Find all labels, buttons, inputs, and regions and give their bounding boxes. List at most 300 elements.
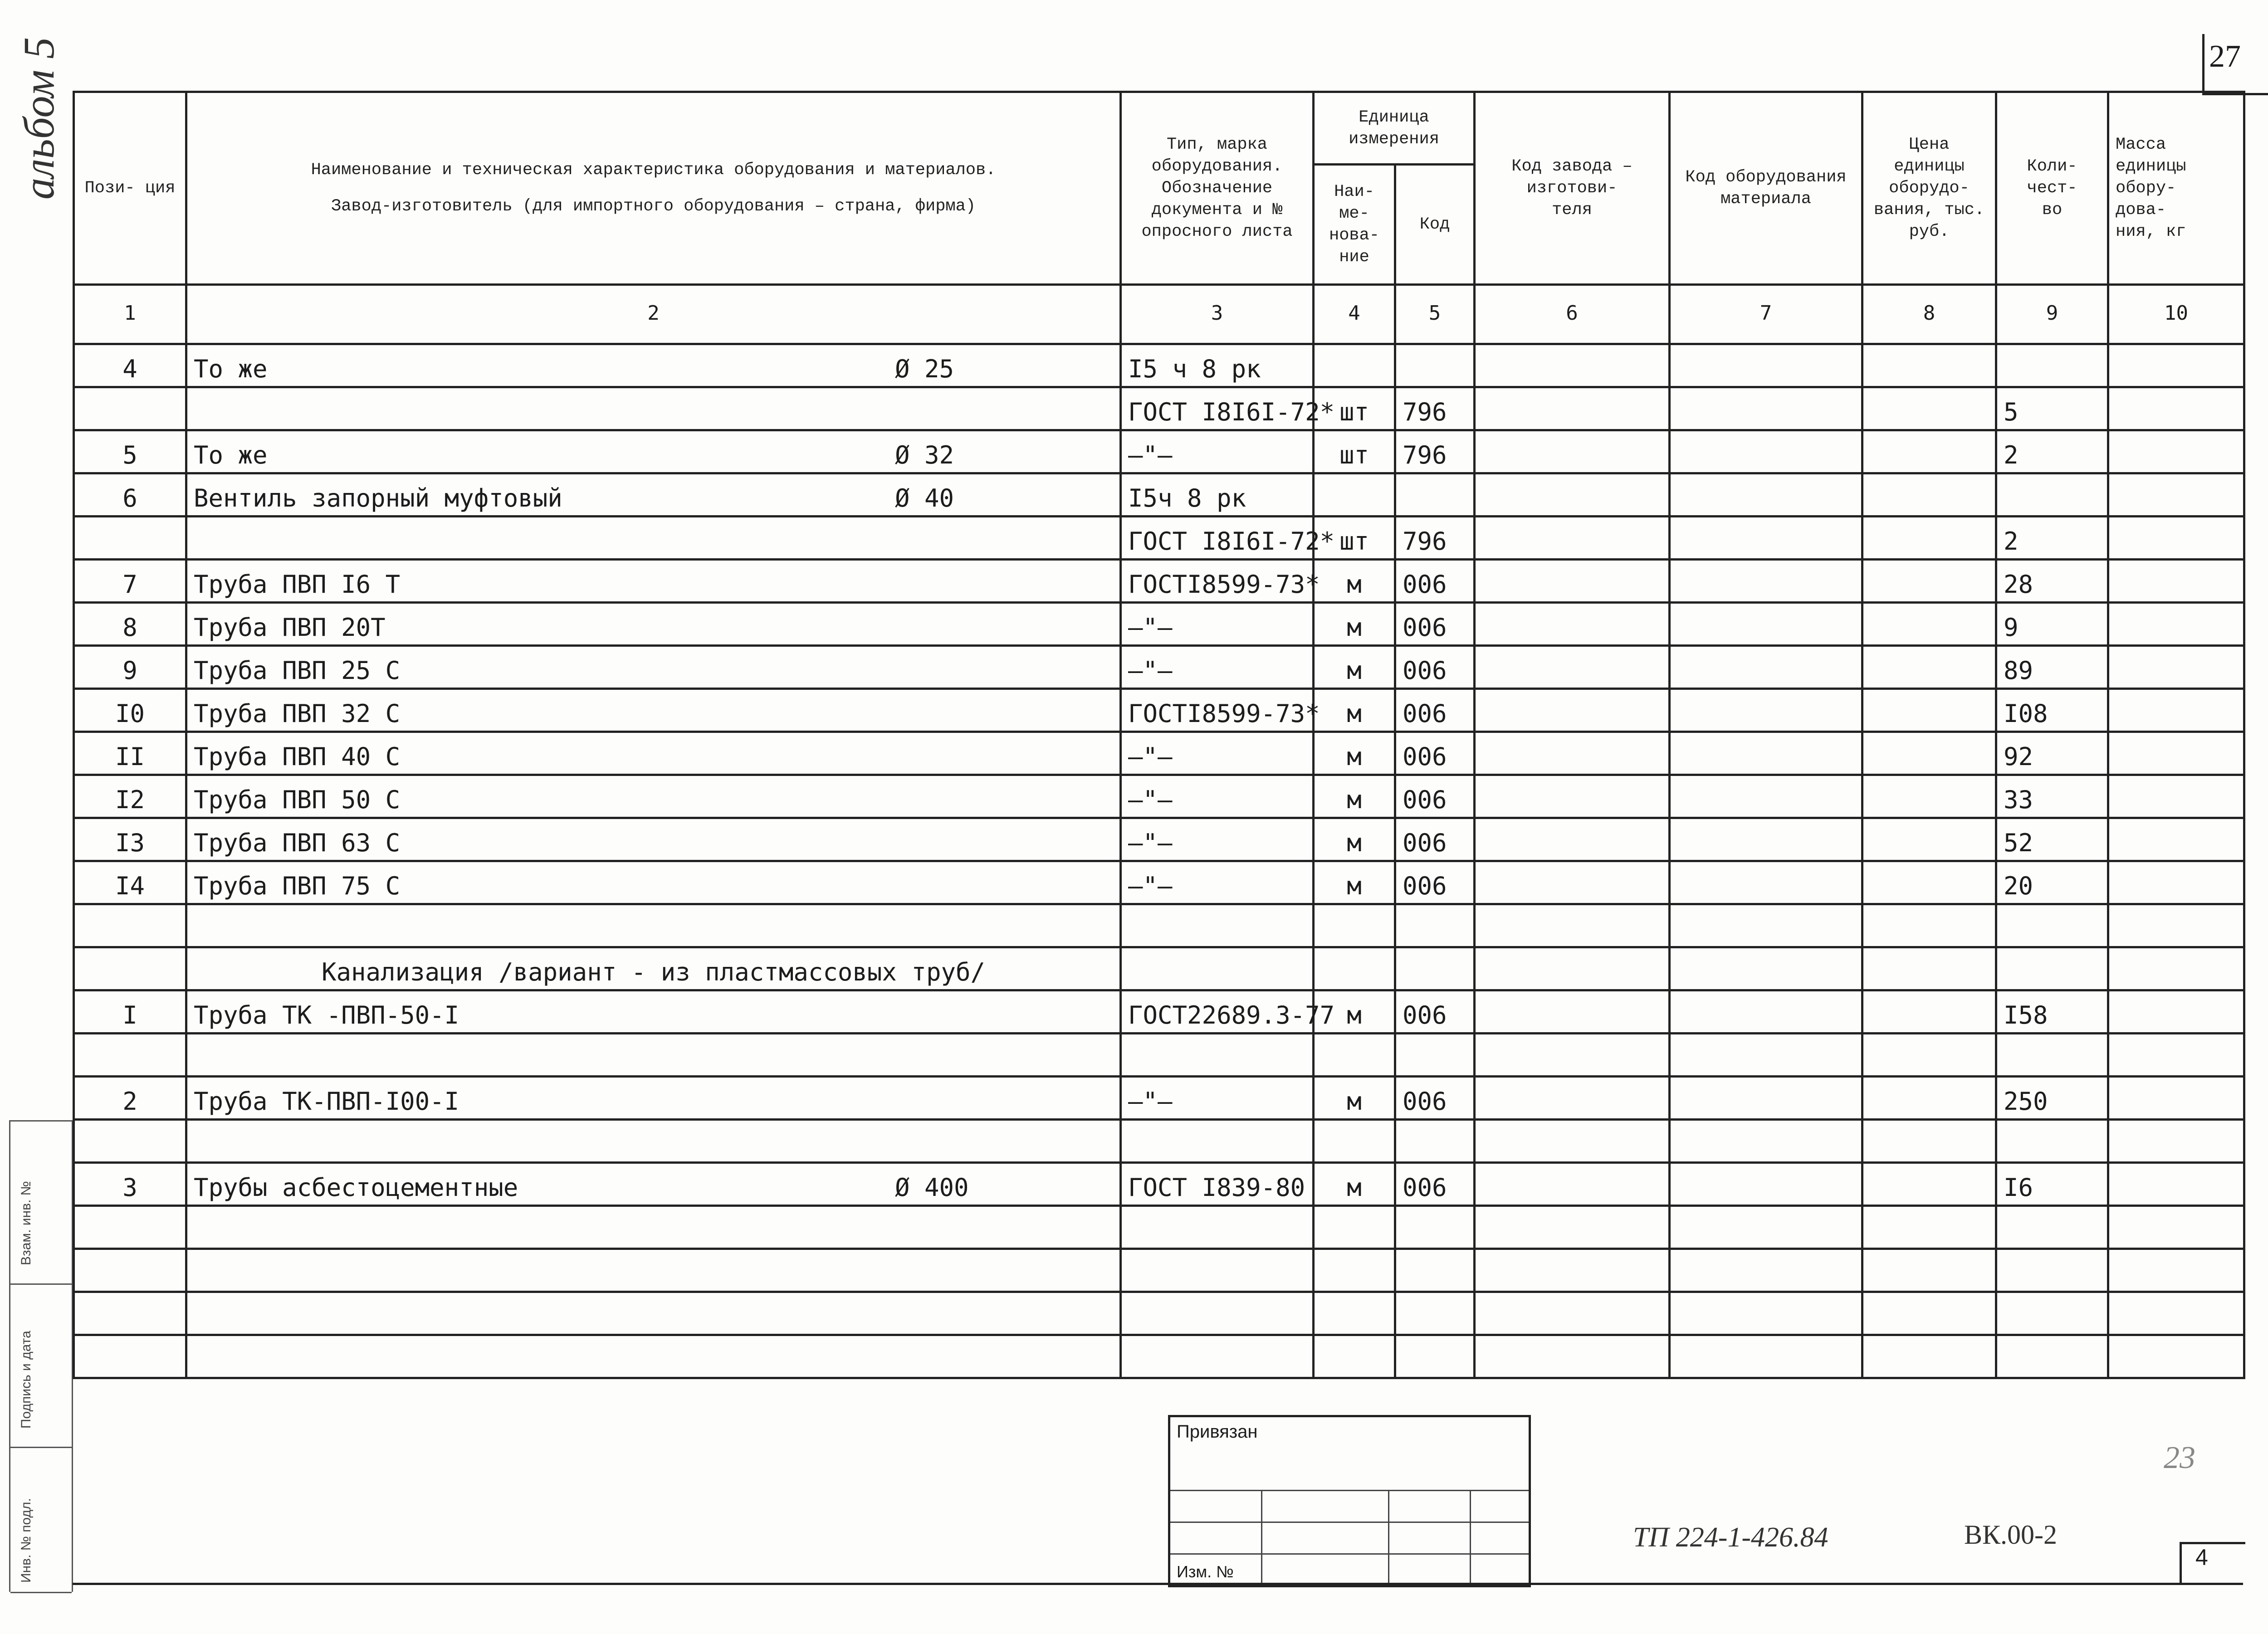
cell-name (186, 1077, 1121, 1120)
cell-unit-code (1395, 1120, 1475, 1163)
cell-name (186, 732, 1121, 775)
column-number: 7 (1670, 285, 1862, 344)
section-title: Канализация /вариант - из пластмассовых труб/ (186, 947, 1121, 990)
cell-equipment-code (1670, 904, 1862, 947)
cell-position: I2 (74, 775, 186, 818)
cell-factory-code (1475, 560, 1670, 603)
cell-empty (1395, 947, 1475, 990)
table-row (74, 861, 2244, 904)
side-stamp-label-replaced: Взам. инв. № (19, 1181, 34, 1265)
item-name: То же (194, 441, 268, 469)
table-row (74, 818, 2244, 861)
cell-position: I0 (74, 689, 186, 732)
cell-type: ГОСТI8599-73* (1121, 560, 1314, 603)
sheet-reference: ВК.00-2 (1964, 1520, 2058, 1550)
table-row (74, 517, 2244, 560)
cell-equipment-code (1670, 1249, 1862, 1292)
cell-factory-code (1475, 1163, 1670, 1206)
cell-mass (2108, 387, 2244, 430)
cell-position: 3 (74, 1163, 186, 1206)
cell-type: –"– (1121, 732, 1314, 775)
title-block-label: Привязан (1177, 1422, 1258, 1442)
table-row (74, 990, 2244, 1034)
cell-unit-name: м (1314, 1163, 1395, 1206)
column-number: 6 (1475, 285, 1670, 344)
cell-mass (2108, 732, 2244, 775)
column-number: 10 (2108, 285, 2244, 344)
cell-unit-name: м (1314, 990, 1395, 1034)
cell-name (186, 646, 1121, 689)
header-position: Пози- ция (74, 92, 186, 285)
cell-equipment-code (1670, 1120, 1862, 1163)
cell-name (186, 861, 1121, 904)
table-row (74, 689, 2244, 732)
cell-name (186, 517, 1121, 560)
cell-factory-code (1475, 517, 1670, 560)
cell-quantity: 20 (1996, 861, 2108, 904)
table-row (74, 1206, 2244, 1249)
item-diameter: Ø 40 (895, 484, 954, 512)
cell-unit-code (1395, 1335, 1475, 1378)
cell-factory-code (1475, 430, 1670, 473)
cell-type: –"– (1121, 603, 1314, 646)
cell-price (1862, 387, 1996, 430)
item-diameter: Ø 32 (895, 441, 954, 469)
cell-unit-name: шт (1314, 387, 1395, 430)
cell-mass (2108, 775, 2244, 818)
table-row (74, 1335, 2244, 1378)
cell-name (186, 387, 1121, 430)
cell-factory-code (1475, 1034, 1670, 1077)
cell-unit-name: м (1314, 646, 1395, 689)
header-name: Наименование и техническая характеристика оборудования и материалов. Завод-изготовитель (для импортного оборудования – страна, фирма) (186, 92, 1121, 285)
cell-price (1862, 646, 1996, 689)
cell-mass (2108, 1163, 2244, 1206)
cell-factory-code (1475, 603, 1670, 646)
item-name: Труба ПВП 32 С (194, 699, 401, 728)
cell-equipment-code (1670, 1292, 1862, 1335)
cell-price (1862, 344, 1996, 387)
cell-quantity: I58 (1996, 990, 2108, 1034)
table-row (74, 1163, 2244, 1206)
cell-factory-code (1475, 689, 1670, 732)
cell-unit-name (1314, 1292, 1395, 1335)
cell-equipment-code (1670, 1163, 1862, 1206)
cell-mass (2108, 689, 2244, 732)
cell-unit-name: м (1314, 818, 1395, 861)
cell-quantity: 33 (1996, 775, 2108, 818)
cell-quantity: 92 (1996, 732, 2108, 775)
corner-mark: 23 (2164, 1440, 2195, 1475)
cell-quantity: 28 (1996, 560, 2108, 603)
item-name: Труба ПВП 20Т (194, 613, 386, 642)
cell-type: ГОСТ I839-80 (1121, 1163, 1314, 1206)
side-stamp-label-signature: Подпись и дата (19, 1331, 34, 1429)
cell-name (186, 1163, 1121, 1206)
table-row (74, 344, 2244, 387)
cell-name (186, 689, 1121, 732)
cell-price (1862, 904, 1996, 947)
table-row (74, 775, 2244, 818)
cell-quantity (1996, 1292, 2108, 1335)
cell-price (1862, 990, 1996, 1034)
cell-position: 7 (74, 560, 186, 603)
cell-price (1862, 430, 1996, 473)
cell-unit-name (1314, 1120, 1395, 1163)
cell-position: I4 (74, 861, 186, 904)
cell-price (1862, 603, 1996, 646)
cell-factory-code (1475, 387, 1670, 430)
cell-equipment-code (1670, 1206, 1862, 1249)
cell-quantity (1996, 1335, 2108, 1378)
cell-equipment-code (1670, 990, 1862, 1034)
cell-unit-code (1395, 1249, 1475, 1292)
cell-unit-name: м (1314, 861, 1395, 904)
cell-empty (1314, 947, 1395, 990)
cell-unit-name: шт (1314, 430, 1395, 473)
cell-name (186, 560, 1121, 603)
column-number: 4 (1314, 285, 1395, 344)
cell-position (74, 1206, 186, 1249)
cell-unit-code: 796 (1395, 517, 1475, 560)
cell-mass (2108, 818, 2244, 861)
cell-factory-code (1475, 473, 1670, 517)
cell-equipment-code (1670, 387, 1862, 430)
item-name: Труба ПВП 25 С (194, 656, 401, 685)
header-mass: Масса единицы обору- дова- ния, кг (2108, 92, 2244, 285)
cell-type: –"– (1121, 818, 1314, 861)
cell-position: 8 (74, 603, 186, 646)
cell-unit-code (1395, 344, 1475, 387)
cell-quantity (1996, 904, 2108, 947)
cell-position: 9 (74, 646, 186, 689)
cell-price (1862, 1034, 1996, 1077)
cell-unit-code: 796 (1395, 387, 1475, 430)
column-number: 9 (1996, 285, 2108, 344)
column-number: 2 (186, 285, 1121, 344)
title-block-izm: Изм. № (1177, 1562, 1234, 1581)
cell-position (74, 1249, 186, 1292)
cell-name (186, 818, 1121, 861)
cell-unit-name (1314, 904, 1395, 947)
cell-mass (2108, 1077, 2244, 1120)
sheet-number: 4 (2195, 1545, 2208, 1570)
cell-quantity: I08 (1996, 689, 2108, 732)
column-number: 1 (74, 285, 186, 344)
cell-price (1862, 1120, 1996, 1163)
cell-unit-name: м (1314, 1077, 1395, 1120)
cell-type: ГОСТ I8I6I-72* (1121, 517, 1314, 560)
cell-equipment-code (1670, 818, 1862, 861)
cell-factory-code (1475, 990, 1670, 1034)
cell-unit-name: м (1314, 732, 1395, 775)
header-equipment-code: Код оборудования материала (1670, 92, 1862, 285)
cell-equipment-code (1670, 861, 1862, 904)
cell-unit-name (1314, 1206, 1395, 1249)
header-unit-group: Единица измерения (1314, 92, 1475, 165)
side-stamp-label-inventory: Инв. № подл. (19, 1498, 34, 1583)
cell-price (1862, 517, 1996, 560)
cell-factory-code (1475, 904, 1670, 947)
cell-empty (1121, 947, 1314, 990)
cell-quantity: 2 (1996, 430, 2108, 473)
cell-type: ГОСТI8599-73* (1121, 689, 1314, 732)
cell-factory-code (1475, 1292, 1670, 1335)
cell-unit-name (1314, 1034, 1395, 1077)
cell-factory-code (1475, 775, 1670, 818)
cell-unit-code: 006 (1395, 1163, 1475, 1206)
cell-unit-code: 006 (1395, 732, 1475, 775)
cell-equipment-code (1670, 1034, 1862, 1077)
cell-unit-code: 006 (1395, 861, 1475, 904)
cell-empty (1862, 947, 1996, 990)
item-diameter: Ø 400 (895, 1173, 969, 1202)
cell-factory-code (1475, 732, 1670, 775)
cell-type (1121, 1335, 1314, 1378)
cell-unit-code (1395, 1206, 1475, 1249)
cell-price (1862, 861, 1996, 904)
table-row (74, 947, 2244, 990)
cell-name (186, 1206, 1121, 1249)
cell-mass (2108, 1335, 2244, 1378)
table-row (74, 1249, 2244, 1292)
header-unit-code: Код (1395, 165, 1475, 285)
cell-mass (2108, 904, 2244, 947)
table-row (74, 473, 2244, 517)
cell-type: –"– (1121, 430, 1314, 473)
cell-type: –"– (1121, 775, 1314, 818)
cell-unit-name: м (1314, 560, 1395, 603)
cell-name (186, 990, 1121, 1034)
cell-name (186, 775, 1121, 818)
cell-equipment-code (1670, 560, 1862, 603)
cell-mass (2108, 861, 2244, 904)
cell-unit-code: 006 (1395, 646, 1475, 689)
header-quantity: Коли- чест- во (1996, 92, 2108, 285)
cell-position: 2 (74, 1077, 186, 1120)
cell-type: –"– (1121, 646, 1314, 689)
cell-position: I3 (74, 818, 186, 861)
item-name: Труба ПВП I6 Т (194, 570, 401, 599)
cell-unit-code: 006 (1395, 818, 1475, 861)
cell-price (1862, 560, 1996, 603)
cell-price (1862, 1206, 1996, 1249)
column-number: 8 (1862, 285, 1996, 344)
cell-equipment-code (1670, 603, 1862, 646)
cell-name (186, 1120, 1121, 1163)
page-number: 27 (2209, 39, 2241, 74)
cell-unit-code: 796 (1395, 430, 1475, 473)
column-number: 5 (1395, 285, 1475, 344)
cell-unit-code (1395, 473, 1475, 517)
cell-quantity: 250 (1996, 1077, 2108, 1120)
cell-factory-code (1475, 1120, 1670, 1163)
cell-name (186, 1249, 1121, 1292)
cell-position (74, 1120, 186, 1163)
cell-type: –"– (1121, 861, 1314, 904)
cell-mass (2108, 646, 2244, 689)
column-numbers-row (74, 285, 2244, 344)
cell-quantity (1996, 1206, 2108, 1249)
cell-type (1121, 1206, 1314, 1249)
cell-quantity: 9 (1996, 603, 2108, 646)
item-name: Труба ПВП 75 С (194, 872, 401, 900)
cell-name (186, 904, 1121, 947)
cell-name (186, 344, 1121, 387)
cell-mass (2108, 430, 2244, 473)
cell-factory-code (1475, 861, 1670, 904)
album-label: альбом 5 (15, 37, 63, 200)
cell-unit-code (1395, 1292, 1475, 1335)
cell-price (1862, 818, 1996, 861)
cell-unit-name: шт (1314, 517, 1395, 560)
cell-mass (2108, 473, 2244, 517)
cell-quantity (1996, 1034, 2108, 1077)
cell-position: II (74, 732, 186, 775)
cell-name (186, 1335, 1121, 1378)
cell-mass (2108, 344, 2244, 387)
cell-quantity: 89 (1996, 646, 2108, 689)
cell-unit-code: 006 (1395, 603, 1475, 646)
cell-unit-code (1395, 904, 1475, 947)
item-name: Труба ТК -ПВП-50-I (194, 1001, 459, 1029)
cell-position (74, 947, 186, 990)
cell-unit-code: 006 (1395, 560, 1475, 603)
cell-price (1862, 732, 1996, 775)
cell-mass (2108, 1206, 2244, 1249)
table-row (74, 1292, 2244, 1335)
cell-factory-code (1475, 1077, 1670, 1120)
cell-factory-code (1475, 1335, 1670, 1378)
cell-type: I5ч 8 рк (1121, 473, 1314, 517)
cell-equipment-code (1670, 646, 1862, 689)
cell-empty (1996, 947, 2108, 990)
table-row (74, 387, 2244, 430)
cell-unit-code: 006 (1395, 1077, 1475, 1120)
cell-type: –"– (1121, 1077, 1314, 1120)
cell-equipment-code (1670, 430, 1862, 473)
cell-unit-name (1314, 1335, 1395, 1378)
table-row (74, 904, 2244, 947)
cell-price (1862, 1292, 1996, 1335)
cell-type (1121, 1292, 1314, 1335)
cell-equipment-code (1670, 732, 1862, 775)
cell-mass (2108, 1120, 2244, 1163)
cell-position (74, 904, 186, 947)
cell-equipment-code (1670, 517, 1862, 560)
table-row (74, 430, 2244, 473)
cell-factory-code (1475, 1249, 1670, 1292)
cell-position (74, 387, 186, 430)
sheet-number-box (2180, 1542, 2245, 1585)
cell-unit-name (1314, 1249, 1395, 1292)
cell-factory-code (1475, 646, 1670, 689)
cell-price (1862, 1335, 1996, 1378)
cell-mass (2108, 1292, 2244, 1335)
cell-mass (2108, 990, 2244, 1034)
cell-position: 6 (74, 473, 186, 517)
cell-unit-code: 006 (1395, 689, 1475, 732)
cell-name (186, 603, 1121, 646)
cell-quantity: 2 (1996, 517, 2108, 560)
column-number: 3 (1121, 285, 1314, 344)
cell-equipment-code (1670, 1077, 1862, 1120)
cell-equipment-code (1670, 344, 1862, 387)
item-name: Труба ПВП 63 С (194, 829, 401, 857)
cell-unit-code (1395, 1034, 1475, 1077)
cell-empty (2108, 947, 2244, 990)
cell-type (1121, 1120, 1314, 1163)
cell-price (1862, 775, 1996, 818)
table-row (74, 560, 2244, 603)
cell-type (1121, 1249, 1314, 1292)
item-name: Труба ПВП 50 С (194, 785, 401, 814)
cell-type (1121, 1034, 1314, 1077)
cell-unit-name: м (1314, 689, 1395, 732)
cell-quantity (1996, 1249, 2108, 1292)
cell-position (74, 1335, 186, 1378)
item-name: Вентиль запорный муфтовый (194, 484, 562, 512)
frame-bottom-line (73, 1583, 2243, 1585)
header-unit-name: Наи- ме- нова- ние (1314, 165, 1395, 285)
table-row (74, 1034, 2244, 1077)
item-name: Труба ПВП 40 С (194, 742, 401, 771)
cell-empty (1670, 947, 1862, 990)
cell-name (186, 1034, 1121, 1077)
table-row (74, 732, 2244, 775)
cell-factory-code (1475, 344, 1670, 387)
item-name: Трубы асбестоцементные (194, 1173, 518, 1202)
cell-quantity (1996, 473, 2108, 517)
cell-unit-name (1314, 344, 1395, 387)
header-factory-code: Код завода – изготови- теля (1475, 92, 1670, 285)
cell-name (186, 473, 1121, 517)
title-block (1168, 1415, 1531, 1587)
cell-price (1862, 689, 1996, 732)
cell-unit-name: м (1314, 775, 1395, 818)
table-row (74, 1077, 2244, 1120)
cell-position: I (74, 990, 186, 1034)
cell-unit-name: м (1314, 603, 1395, 646)
table-row (74, 646, 2244, 689)
cell-position (74, 1292, 186, 1335)
table-row (74, 603, 2244, 646)
cell-quantity: I6 (1996, 1163, 2108, 1206)
cell-empty (1475, 947, 1670, 990)
cell-equipment-code (1670, 473, 1862, 517)
item-name: Труба ТК-ПВП-I00-I (194, 1087, 459, 1116)
cell-factory-code (1475, 1206, 1670, 1249)
cell-quantity (1996, 344, 2108, 387)
side-stamp (9, 1120, 73, 1592)
cell-name (186, 1292, 1121, 1335)
cell-mass (2108, 1034, 2244, 1077)
cell-name (186, 430, 1121, 473)
header-type: Тип, марка оборудования. Обозначение документа и № опросного листа (1121, 92, 1314, 285)
cell-price (1862, 473, 1996, 517)
document-code: ТП 224-1-426.84 (1633, 1522, 1828, 1553)
table-body (74, 344, 2244, 1378)
cell-mass (2108, 1249, 2244, 1292)
cell-type: I5 ч 8 рк (1121, 344, 1314, 387)
cell-quantity: 52 (1996, 818, 2108, 861)
cell-unit-code: 006 (1395, 990, 1475, 1034)
cell-equipment-code (1670, 1335, 1862, 1378)
cell-type: ГОСТ I8I6I-72* (1121, 387, 1314, 430)
cell-type: ГОСТ22689.3-77 (1121, 990, 1314, 1034)
cell-position (74, 1034, 186, 1077)
cell-mass (2108, 517, 2244, 560)
